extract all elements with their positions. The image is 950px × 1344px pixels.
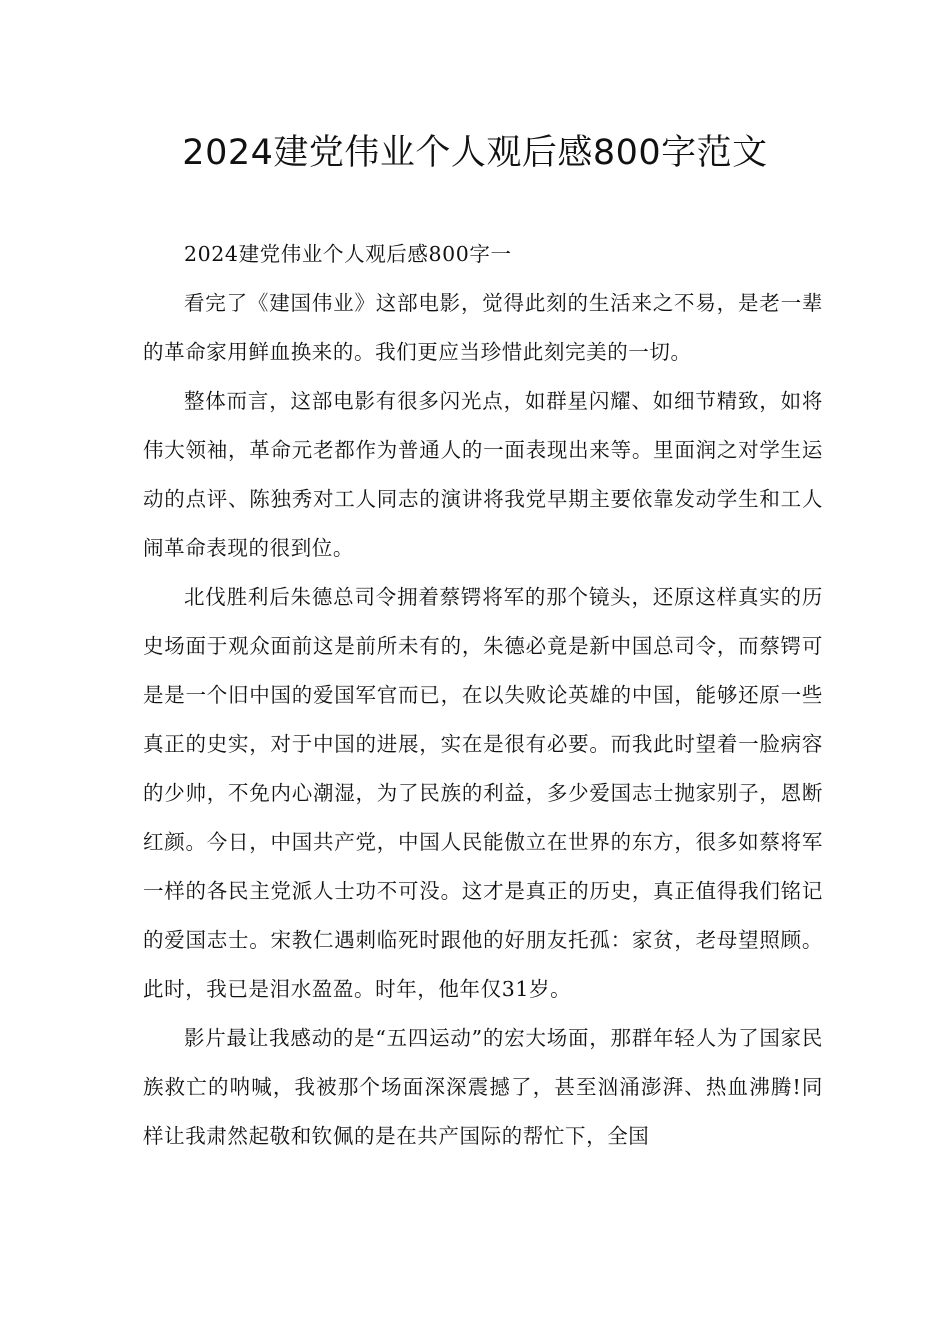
document-body: [143, 230, 823, 1161]
paragraph: 整体而言，这部电影有很多闪光点，如群星闪耀、如细节精致，如将伟大领袖，革命元老都作为普通人的一面表现出来等。里面润之对学生运动的点评、陈独秀对工人同志的演讲将我党早期主要依靠发动学生和工人闹革命表现的很到位。: [143, 389, 823, 560]
document-title: 2024建党伟业个人观后感800字范文: [182, 133, 768, 173]
paragraph: 影片最让我感动的是“五四运动”的宏大场面，那群年轻人为了国家民族救亡的呐喊，我被那个场面深深震撼了，甚至汹涌澎湃、热血沸腾!同样让我肃然起敬和钦佩的是在共产国际的帮忙下，全国: [143, 1026, 823, 1148]
paragraph: 北伐胜利后朱德总司令拥着蔡锷将军的那个镜头，还原这样真实的历史场面于观众面前这是前所未有的，朱德必竟是新中国总司令，而蔡锷可是是一个旧中国的爱国军官而已，在以失败论英雄的中国，能够还原一些真正的史实，对于中国的进展，实在是很有必要。而我此时望着一脸病容的少帅，不免内心潮湿，为了民族的利益，多少爱国志士抛家别子，恩断红颜。今日，中国共产党，中国人民能傲立在世界的东方，很多如蔡将军一样的各民主党派人士功不可没。这才是真正的历史，真正值得我们铭记的爱国志士。宋教仁遇刺临死时跟他的好朋友托孤：家贫，老母望照顾。此时，我已是泪水盈盈。时年，他年仅31岁。: [143, 585, 823, 1001]
paragraph: 看完了《建国伟业》这部电影，觉得此刻的生活来之不易，是老一辈的革命家用鲜血换来的。我们更应当珍惜此刻完美的一切。: [143, 291, 823, 364]
section-heading: 2024建党伟业个人观后感800字一: [184, 242, 512, 266]
